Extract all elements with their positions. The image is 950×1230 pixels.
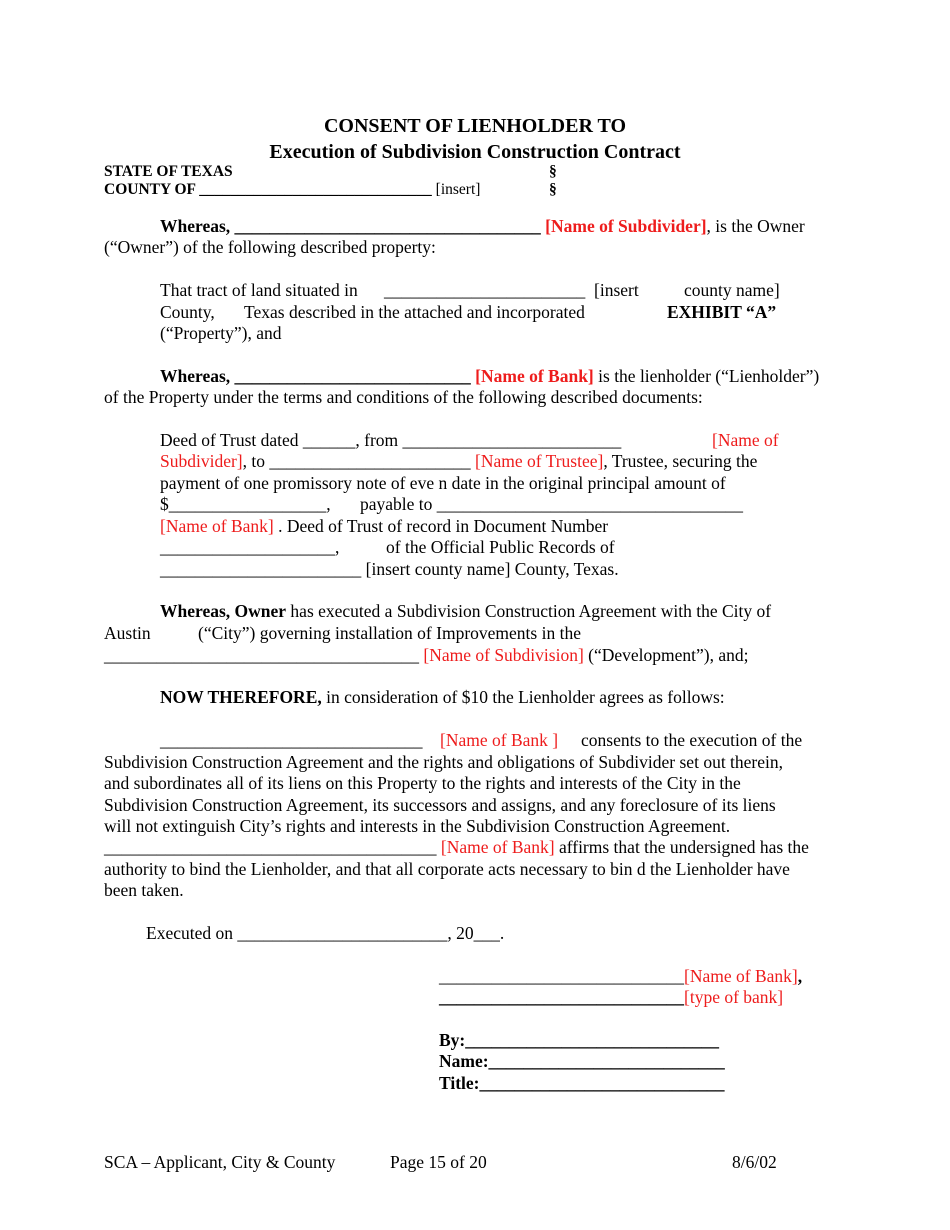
tract-line-2b: Texas described in the attached and incorporated [244,302,585,322]
bank-placeholder: [Name of Bank] [160,516,274,536]
whereas-bank [160,366,819,387]
deed-records: of the Official Public Records of [386,537,615,557]
whereas-lead: Whereas, [160,366,231,386]
property-line: (“Property”), and [160,323,282,343]
footer-left: SCA – Applicant, City & County [104,1152,336,1172]
whereas-rest: is the lienholder (“Lienholder”) [593,366,820,386]
deed-line-5 [160,516,608,537]
consent-line-4: Subdivision Construction Agreement, its successors and assigns, and any foreclosure of its liens [104,795,776,815]
document-title: CONSENT OF LIENHOLDER TO [323,115,627,137]
subdivider-placeholder: Subdivider] [160,451,243,471]
county-label [104,181,480,200]
county-prefix: COUNTY OF [104,181,196,198]
whereas-subdivider [160,216,805,237]
whereas-rest: has executed a Subdivision Construction Agreement with the City of [286,601,772,621]
consent-line-1: consents to the execution of the [581,730,803,750]
deed-to: , to _______________________ [242,451,471,471]
comma: , [797,966,803,986]
name-field: Name:___________________________ [439,1051,725,1071]
deed-payable: payable to ___________________________________ [360,494,744,514]
county-word: County, [160,302,215,322]
tract-county [160,302,215,323]
consent-line-3: and subordinates all of its liens on this Property to the rights and interests of the City in the [104,773,741,793]
deed-line-2 [160,451,757,472]
development-line [104,645,749,666]
subdivision-placeholder: [Name of Subdivision] [423,645,584,665]
bank-placeholder: [Name of Bank] [440,837,555,857]
executed-line: Executed on ________________________, 20___. [146,923,505,943]
by-field: By:_____________________________ [439,1030,719,1050]
now-rest: in consideration of $10 the Lienholder agrees as follows: [321,687,725,707]
state-label: STATE OF TEXAS [104,163,233,180]
deed-doc-blank: ____________________, [160,537,340,557]
tract-line-1a: That tract of land situated in [160,280,358,300]
deed-amount: $__________________, [160,494,331,514]
deed-record: . Deed of Trust of record in Document Number [278,516,609,536]
whereas-lead: Whereas, Owner [160,601,287,621]
now-lead: NOW THEREFORE, [160,687,322,707]
subdivider-placeholder: [Name of Subdivider] [545,216,707,236]
subdivision-blank: ____________________________________ [104,645,419,665]
deed-name-of: [Name of [712,430,779,450]
title-field: Title:____________________________ [439,1073,725,1093]
whereas-lead: Whereas, [160,216,231,236]
section-symbol: § [549,181,557,198]
bank-blank: ____________________________ [439,966,684,986]
consent-line-8: been taken. [104,880,184,900]
consent-line-2: Subdivision Construction Agreement and the rights and obligations of Subdivider set out therein, [104,752,784,772]
now-therefore [160,687,725,708]
type-blank: ____________________________ [439,987,684,1007]
signature-type-line [439,987,783,1008]
tract-blank: _______________________ [384,280,586,300]
county-insert: [insert] [435,181,481,198]
signature-bank-line [439,966,802,987]
footer-date: 8/6/02 [732,1152,777,1172]
type-of-bank-placeholder: [type of bank] [684,987,784,1007]
affirms-rest: affirms that the undersigned has the [554,837,809,857]
consent-line-6 [104,837,809,858]
whereas-owner [160,601,771,622]
consent-line-7: authority to bind the Lienholder, and that all corporate acts necessary to bin d the Lienholder have [104,859,790,879]
tract-insert: [insert [594,280,639,300]
whereas-rest: , is the Owner [706,216,805,236]
consent-line-5: will not extinguish City’s rights and interests in the Subdivision Construction Agreement. [104,816,731,836]
deed-line-1: Deed of Trust dated ______, from _________________________ [160,430,622,450]
consent-blank: ______________________________ [160,730,423,750]
city-line: (“City”) governing installation of Improvements in the [198,623,581,643]
owner-line: (“Owner”) of the following described property: [104,237,436,257]
tract-county-name: county name] [684,280,780,300]
development-rest: (“Development”), and; [583,645,749,665]
deed-line-7: _______________________ [insert county name] County, Texas. [160,559,619,579]
footer-page: Page 15 of 20 [390,1152,487,1172]
exhibit-label: EXHIBIT “A” [667,302,777,322]
bank-placeholder: [Name of Bank ] [440,730,559,750]
subdivider-blank: ___________________________________ [234,216,541,236]
document-subtitle: Execution of Subdivision Construction Contract [269,141,681,163]
bank-blank: ______________________________________ [104,837,437,857]
austin-word: Austin [104,623,151,643]
lienholder-line: of the Property under the terms and conditions of the following described documents: [104,387,703,407]
deed-line-3: payment of one promissory note of eve n date in the original principal amount of [160,473,726,493]
bank-blank: ___________________________ [234,366,471,386]
trustee-placeholder: [Name of Trustee] [475,451,604,471]
bank-placeholder: [Name of Bank] [684,966,798,986]
county-blank: ______________________________ [199,181,432,198]
bank-placeholder: [Name of Bank] [475,366,594,386]
deed-trustee-rest: , Trustee, securing the [603,451,758,471]
section-symbol: § [549,163,557,180]
